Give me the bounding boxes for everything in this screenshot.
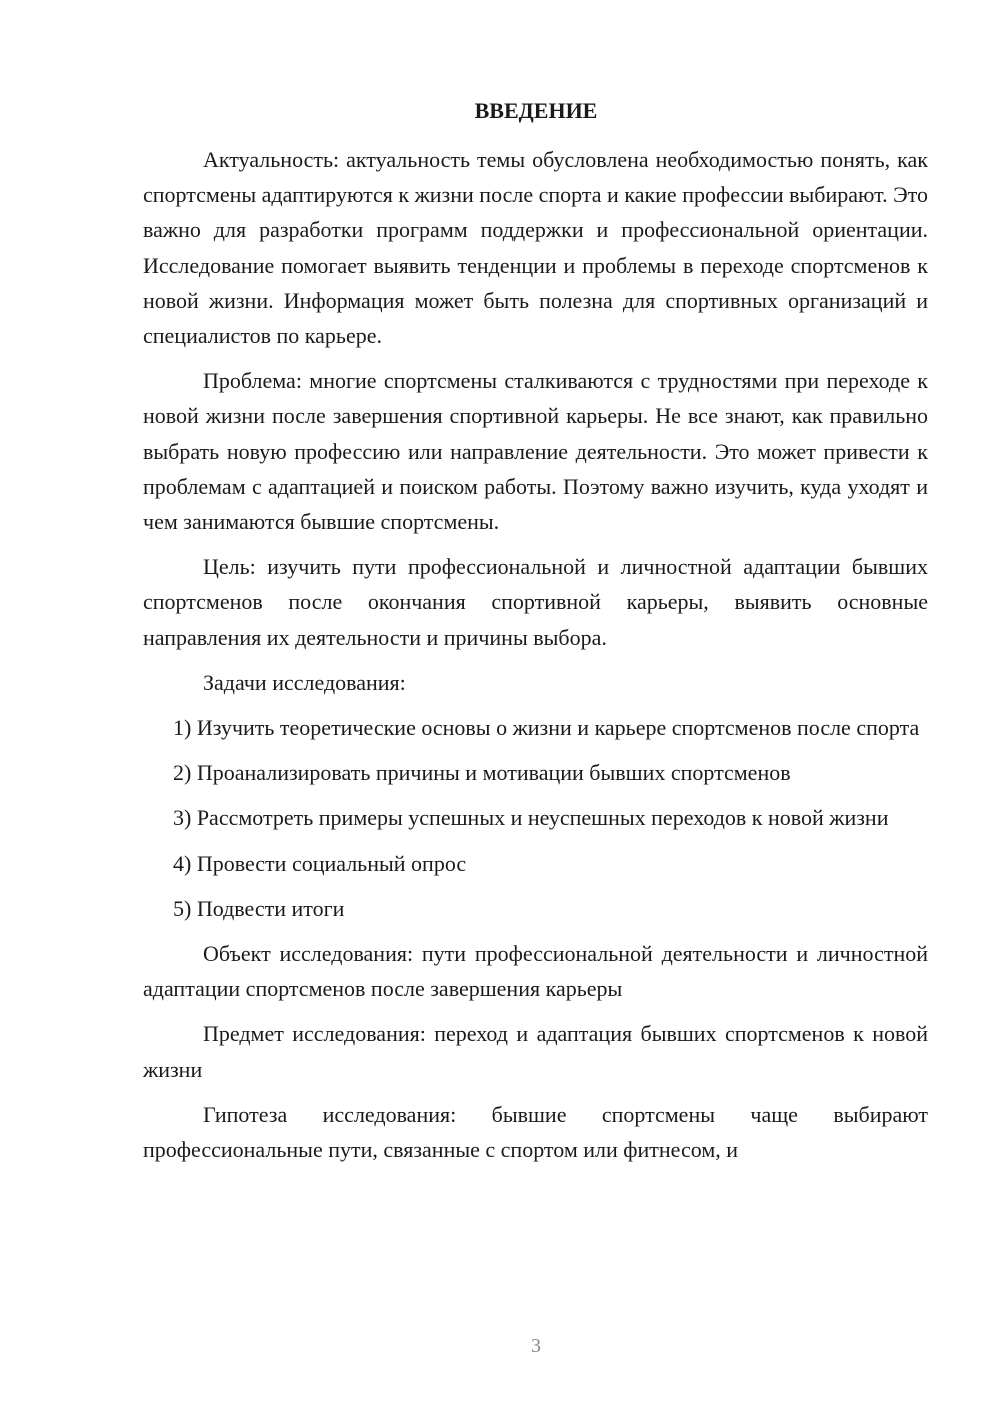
paragraph-tasks-heading: Задачи исследования:: [203, 669, 406, 695]
task-item-4: 4) Провести социальный опрос: [173, 850, 467, 876]
paragraph-subject: Предмет исследования: переход и адаптация бывших спортсменов к новой жизни: [143, 1021, 928, 1082]
task-item-3: 3) Рассмотреть примеры успешных и неуспешных переходов к новой жизни: [173, 805, 889, 831]
paragraph-problem: Проблема: многие спортсмены сталкиваются с трудностями при переходе к новой жизни после завершения спортивной карьеры. Не все знают, как правильно выбрать новую профессию или направление деятельности. Это может привести к проблемам с адаптацией и поиском работы. Поэтому важно изучить, куда уходят и чем занимаются бывшие спортсмены.: [143, 368, 928, 535]
paragraph-hypothesis: Гипотеза исследования: бывшие спортсмены чаще выбирают профессиональные пути, связанные с спортом или фитнесом, и: [143, 1101, 928, 1163]
body-text: [143, 142, 928, 1177]
task-item-2: 2) Проанализировать причины и мотивации бывших спортсменов: [173, 760, 791, 786]
task-item-1: 1) Изучить теоретические основы о жизни и карьере спортсменов после спорта: [173, 715, 920, 741]
paragraph-relevance: Актуальность: актуальность темы обусловлена необходимостью понять, как спортсмены адаптируются к жизни после спорта и какие профессии выбирают. Это важно для разработки программ поддержки и профессиональной ориентации. Исследование помогает выявить тенденции и проблемы в переходе спортсменов к новой жизни. Информация может быть полезна для спортивных организаций и специалистов по карьере.: [143, 147, 928, 349]
section-title: ВВЕДЕНИЕ: [474, 98, 598, 123]
paragraph-object: Объект исследования: пути профессиональной деятельности и личностной адаптации спортсменов после завершения карьеры: [143, 941, 928, 1002]
paragraph-goal: Цель: изучить пути профессиональной и личностной адаптации бывших спортсменов после окончания спортивной карьеры, выявить основные направления их деятельности и причины выбора.: [143, 554, 928, 650]
task-item-5: 5) Подвести итоги: [173, 895, 345, 921]
page-number: 3: [531, 1335, 541, 1357]
